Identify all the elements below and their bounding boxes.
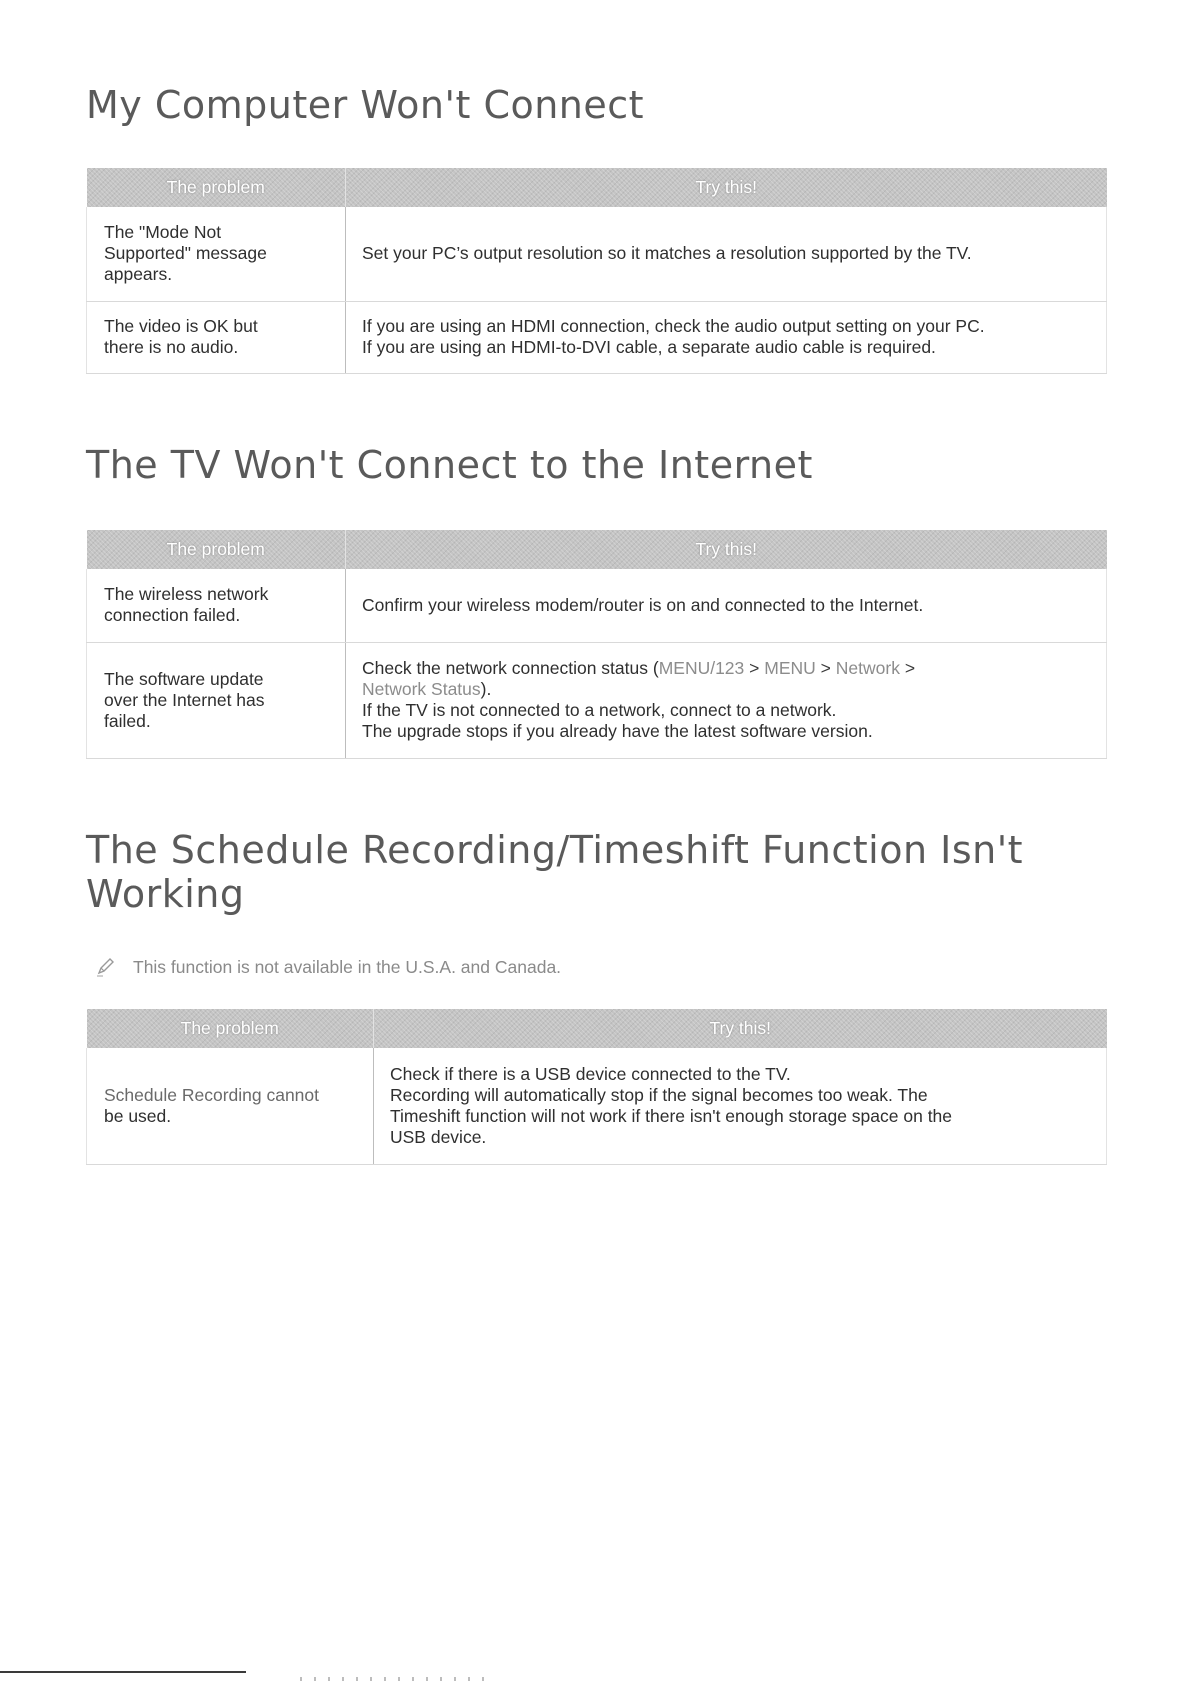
computer-troubleshooting-table: [86, 168, 1107, 374]
problem-line: there is no audio.: [104, 337, 239, 357]
menu-path-suffix: ).: [480, 679, 492, 699]
problem-cell: [87, 642, 346, 758]
problem-line: be used.: [104, 1105, 172, 1126]
section-title-recording: [86, 828, 1023, 916]
solution-cell: [346, 569, 1107, 642]
problem-line: connection failed.: [104, 605, 241, 626]
table-row: [87, 1048, 1107, 1164]
solution-line: Set your PC’s output resolution so it matches a resolution supported by the TV.: [362, 243, 972, 264]
problem-line: The wireless network: [104, 584, 269, 605]
solution-column-header: Try this!: [346, 168, 1107, 207]
recording-troubleshooting-table: [86, 1009, 1107, 1165]
footer-dotted-line: [300, 1677, 490, 1681]
problem-line: over the Internet has: [104, 689, 265, 710]
problem-line: Supported" message: [104, 243, 267, 264]
menu-path-item: MENU/123: [658, 658, 745, 678]
solution-line: If the TV is not connected to a network, connect to a network.: [362, 700, 837, 720]
menu-path-item: Network Status: [362, 679, 481, 699]
menu-path-prefix: Check the network connection status (: [362, 658, 659, 678]
solution-column-header: Try this!: [374, 1009, 1107, 1048]
solution-line: Confirm your wireless modem/router is on and connected to the Internet.: [362, 594, 924, 615]
pencil-note-icon: [94, 956, 116, 978]
solution-line: Timeshift function will not work if there isn't enough storage space on the: [390, 1105, 953, 1126]
note-text: This function is not available in the U.S.A. and Canada.: [133, 957, 562, 977]
problem-cell: [87, 207, 346, 301]
table-header-row: [87, 530, 1107, 569]
table-header-row: [87, 1009, 1107, 1048]
problem-cell: [87, 1048, 374, 1164]
problem-line: The video is OK but: [104, 316, 258, 336]
table-row: [87, 207, 1107, 301]
problem-line: The software update: [104, 668, 264, 689]
problem-line: The "Mode Not: [104, 222, 222, 243]
section-title-line: The Schedule Recording/Timeshift Function Isn't: [86, 828, 1024, 872]
solution-line: The upgrade stops if you already have the latest software version.: [362, 721, 873, 741]
solution-line: If you are using an HDMI-to-DVI cable, a separate audio cable is required.: [362, 337, 936, 357]
solution-line: Check if there is a USB device connected to the TV.: [390, 1063, 791, 1084]
table-row: [87, 642, 1107, 758]
table-row: [87, 301, 1107, 373]
section-title-line: Working: [86, 872, 245, 916]
problem-line: Schedule Recording cannot: [104, 1084, 320, 1105]
solution-line: If you are using an HDMI connection, check the audio output setting on your PC.: [362, 316, 985, 336]
solution-cell: [346, 642, 1107, 758]
table-header-row: [87, 168, 1107, 207]
table-row: [87, 569, 1107, 642]
problem-cell: [87, 301, 346, 373]
problem-line: appears.: [104, 264, 173, 285]
availability-note: [94, 956, 561, 978]
network-status-menu-path: [362, 658, 1090, 679]
chevron-right-icon: >: [749, 658, 760, 678]
chevron-right-icon: >: [904, 658, 916, 678]
solution-cell: [374, 1048, 1107, 1164]
section-title-internet: The TV Won't Connect to the Internet: [86, 443, 813, 487]
problem-line: failed.: [104, 710, 151, 731]
solution-line: USB device.: [390, 1126, 487, 1147]
problem-column-header: The problem: [87, 168, 346, 207]
chevron-right-icon: >: [820, 658, 831, 678]
menu-path-item: MENU: [764, 658, 816, 678]
solution-line: Recording will automatically stop if the signal becomes too weak. The: [390, 1084, 928, 1105]
solution-cell: [346, 207, 1107, 301]
solution-cell: [346, 301, 1107, 373]
solution-column-header: Try this!: [346, 530, 1107, 569]
network-status-menu-path-cont: [362, 679, 1090, 700]
internet-troubleshooting-table: [86, 530, 1107, 759]
problem-column-header: The problem: [87, 1009, 374, 1048]
problem-column-header: The problem: [87, 530, 346, 569]
section-title-computer: My Computer Won't Connect: [86, 83, 645, 127]
problem-cell: [87, 569, 346, 642]
footer-rule: [0, 1671, 246, 1673]
menu-path-item: Network: [835, 658, 900, 678]
